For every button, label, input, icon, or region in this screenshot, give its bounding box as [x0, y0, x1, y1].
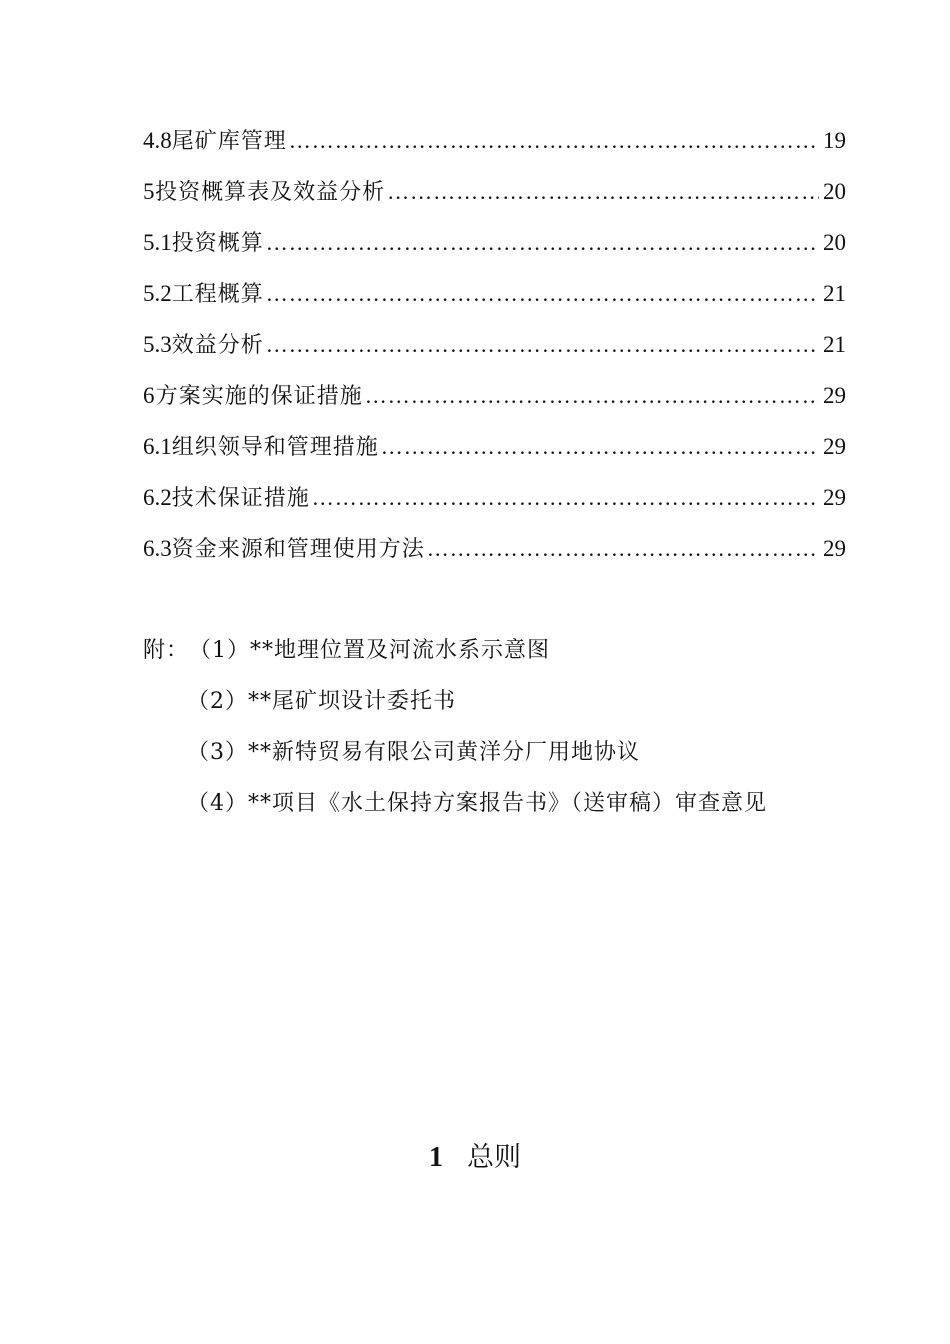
appendix-item — [143, 783, 767, 834]
toc-entry-title: 投资概算表及效益分析 — [155, 180, 386, 205]
toc-entry-number: 6.1 — [143, 434, 172, 459]
appendix-item-text: （3）**新特贸易有限公司黄洋分厂用地协议 — [187, 740, 640, 765]
toc-entry-title: 资金来源和管理使用方法 — [171, 537, 425, 562]
toc-dot-leader — [427, 528, 819, 570]
appendix-item — [143, 732, 767, 783]
chapter-title: 总则 — [467, 1142, 521, 1173]
toc-dot-leader — [266, 273, 819, 315]
toc-entry-title: 技术保证措施 — [171, 486, 310, 511]
appendix-list — [143, 630, 767, 834]
toc-entry-page: 29 — [823, 434, 846, 459]
toc-entry-number: 5.1 — [143, 230, 172, 255]
toc-entry[interactable] — [143, 222, 846, 273]
toc-entry[interactable] — [143, 477, 846, 528]
toc-entry-number: 6.3 — [143, 536, 172, 561]
toc-entry-title: 组织领导和管理措施 — [171, 435, 379, 460]
toc-entry-page: 29 — [823, 383, 846, 408]
toc-entry[interactable] — [143, 273, 846, 324]
toc-entry[interactable] — [143, 426, 846, 477]
toc-entry-number: 4.8 — [143, 128, 172, 153]
toc-entry-page: 21 — [823, 332, 846, 357]
appendix-item-text: （4）**项目《水土保持方案报告书》（送审稿）审查意见 — [187, 791, 767, 816]
toc-entry[interactable] — [143, 528, 846, 579]
toc-dot-leader — [289, 120, 819, 162]
toc-entry[interactable] — [143, 171, 846, 222]
toc-entry-title: 尾矿库管理 — [171, 129, 287, 154]
toc-entry[interactable] — [143, 120, 846, 171]
toc-dot-leader — [312, 477, 819, 519]
table-of-contents — [143, 120, 846, 579]
appendix-item — [143, 630, 767, 681]
toc-entry-page: 29 — [823, 485, 846, 510]
toc-entry-number: 6.2 — [143, 485, 172, 510]
appendix-item-text: （1）**地理位置及河流水系示意图 — [189, 638, 551, 663]
toc-entry-page: 29 — [823, 536, 846, 561]
toc-entry-number: 5 — [143, 179, 155, 204]
toc-entry-page: 20 — [823, 179, 846, 204]
toc-entry-number: 5.2 — [143, 281, 172, 306]
toc-entry-number: 6 — [143, 383, 155, 408]
appendix-item-text: （2）**尾矿坝设计委托书 — [187, 689, 456, 714]
toc-entry[interactable] — [143, 375, 846, 426]
toc-entry-page: 20 — [823, 230, 846, 255]
toc-dot-leader — [365, 375, 819, 417]
chapter-heading — [0, 1136, 950, 1180]
appendix-item — [143, 681, 767, 732]
toc-dot-leader — [266, 324, 819, 366]
chapter-number: 1 — [429, 1142, 443, 1173]
toc-entry-title: 效益分析 — [171, 333, 264, 358]
toc-entry-title: 工程概算 — [171, 282, 264, 307]
toc-dot-leader — [266, 222, 819, 264]
toc-entry[interactable] — [143, 324, 846, 375]
toc-entry-title: 方案实施的保证措施 — [155, 384, 363, 409]
toc-dot-leader — [387, 171, 819, 213]
toc-dot-leader — [381, 426, 819, 468]
toc-entry-title: 投资概算 — [171, 231, 264, 256]
toc-entry-page: 19 — [823, 128, 846, 153]
appendix-prefix: 附： — [143, 638, 190, 663]
toc-entry-number: 5.3 — [143, 332, 172, 357]
toc-entry-page: 21 — [823, 281, 846, 306]
